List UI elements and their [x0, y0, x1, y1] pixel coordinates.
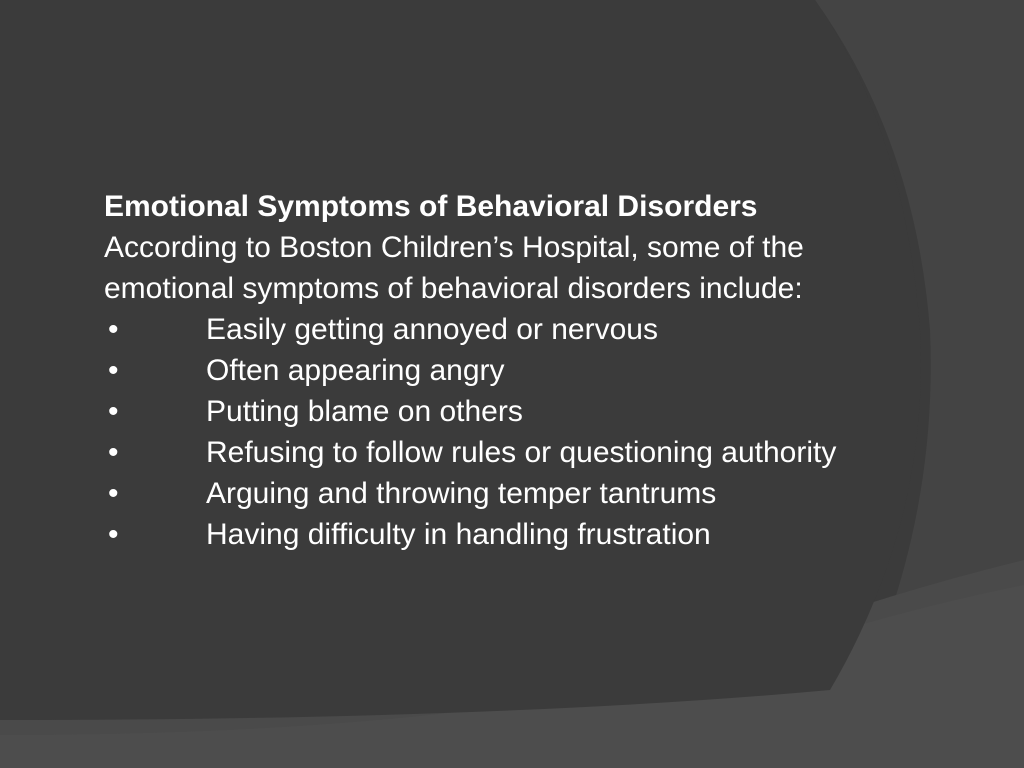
list-item-text: Often appearing angry: [206, 354, 505, 387]
list-item: [104, 514, 864, 555]
slide-heading: Emotional Symptoms of Behavioral Disorders: [104, 190, 758, 223]
bullet-icon: •: [108, 354, 119, 387]
bullet-icon: •: [108, 477, 119, 510]
list-item: [104, 432, 864, 473]
slide-intro-text: According to Boston Children’s Hospital, some of the emotional symptoms of behavioral disorders include:: [104, 231, 804, 305]
list-item: [104, 350, 864, 391]
list-item: [104, 473, 864, 514]
list-item-text: Arguing and throwing temper tantrums: [206, 477, 717, 510]
bullet-icon: •: [108, 313, 119, 346]
list-item: [104, 309, 864, 350]
slide-body: [104, 186, 864, 555]
list-item-text: Having difficulty in handling frustration: [206, 518, 711, 551]
list-item-text: Easily getting annoyed or nervous: [206, 313, 658, 346]
list-item-text: Putting blame on others: [206, 395, 523, 428]
bullet-icon: •: [108, 518, 119, 551]
list-item: [104, 391, 864, 432]
symptom-list: [104, 309, 864, 555]
list-item-text: Refusing to follow rules or questioning authority: [206, 436, 837, 469]
bullet-icon: •: [108, 436, 119, 469]
bullet-icon: •: [108, 395, 119, 428]
